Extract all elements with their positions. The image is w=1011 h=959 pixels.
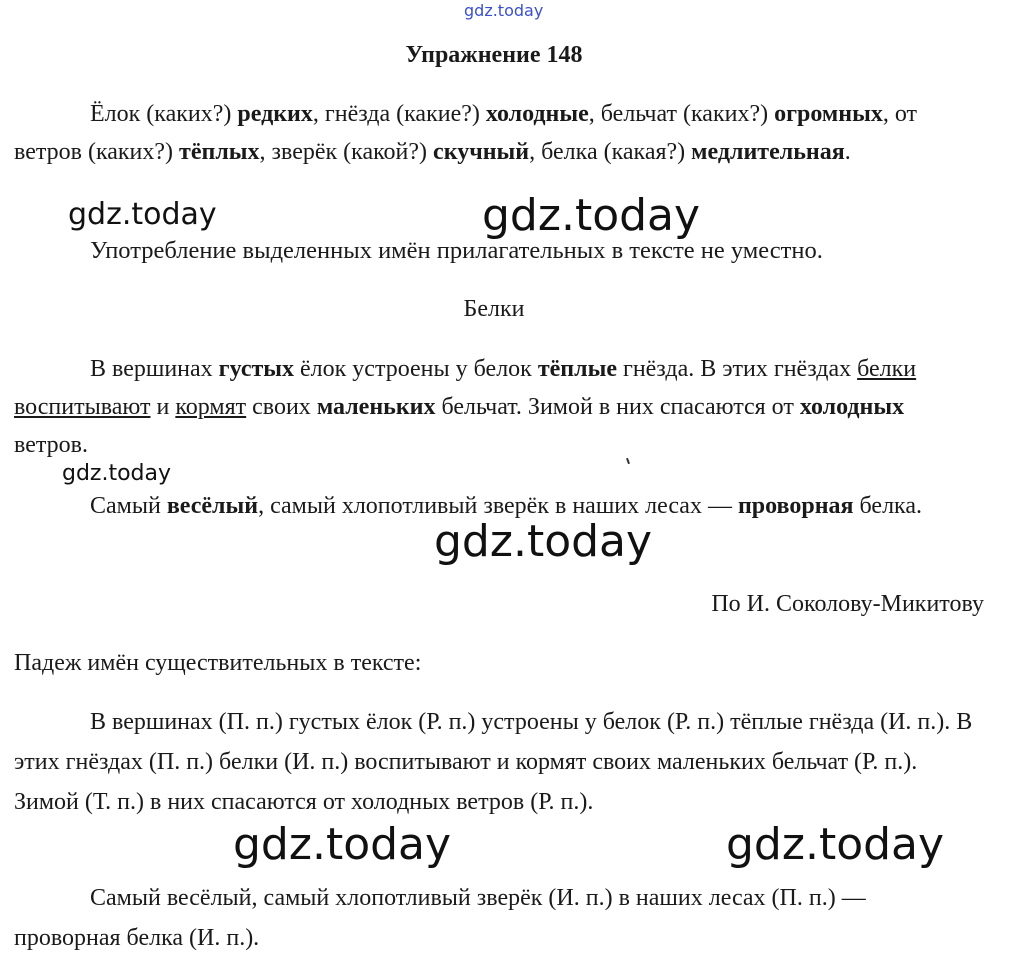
paragraph-story-2: Самый весёлый, самый хлопотливый зверёк в наших лесах — проворная белка. [90, 493, 922, 519]
paragraph-case-1: В вершинах (П. п.) густых ёлок (Р. п.) устроены у белок (Р. п.) тёплые гнёзда (И. п.). В этих гнёздах (П. п.) белки (И. п.) воспитывают и кормят своих маленьких бельчат (Р. п.). Зимой (Т. п.) в них спасаются от холодных ветров (Р. п.). [14, 709, 973, 815]
author-attribution: По И. Соколову-Микитову [711, 591, 984, 617]
watermark: gdz.today [482, 190, 701, 241]
paragraph-case-heading: Падеж имён существительных в тексте: [14, 650, 422, 676]
watermark: gdz.today [62, 461, 172, 486]
paragraph-story-1: В вершинах густых ёлок устроены у белок тёплые гнёзда. В этих гнёздах белки воспитывают и кормят своих маленьких бельчат. Зимой в них спасаются от холодных ветров. [14, 356, 917, 458]
watermark: gdz.today [434, 516, 653, 567]
paragraph-conclusion: Употребление выделенных имён прилагательных в тексте не уместно. [90, 237, 823, 264]
watermark-top: gdz.today [464, 1, 544, 20]
exercise-title: Упражнение 148 [405, 42, 583, 68]
story-title: Белки [463, 296, 525, 322]
paragraph-case-2: Самый весёлый, самый хлопотливый зверёк (И. п.) в наших лесах (П. п.) — проворная белка (И. п.). [14, 885, 866, 951]
watermark: gdz.today [726, 819, 945, 870]
watermark: gdz.today [68, 197, 217, 232]
paragraph-adjectives: Ёлок (каких?) редких, гнёзда (какие?) холодные, бельчат (каких?) огромных, от ветров (каких?) тёплых, зверёк (какой?) скучный, белка (какая?) медлительная. [14, 101, 917, 165]
watermark: gdz.today [233, 819, 452, 870]
